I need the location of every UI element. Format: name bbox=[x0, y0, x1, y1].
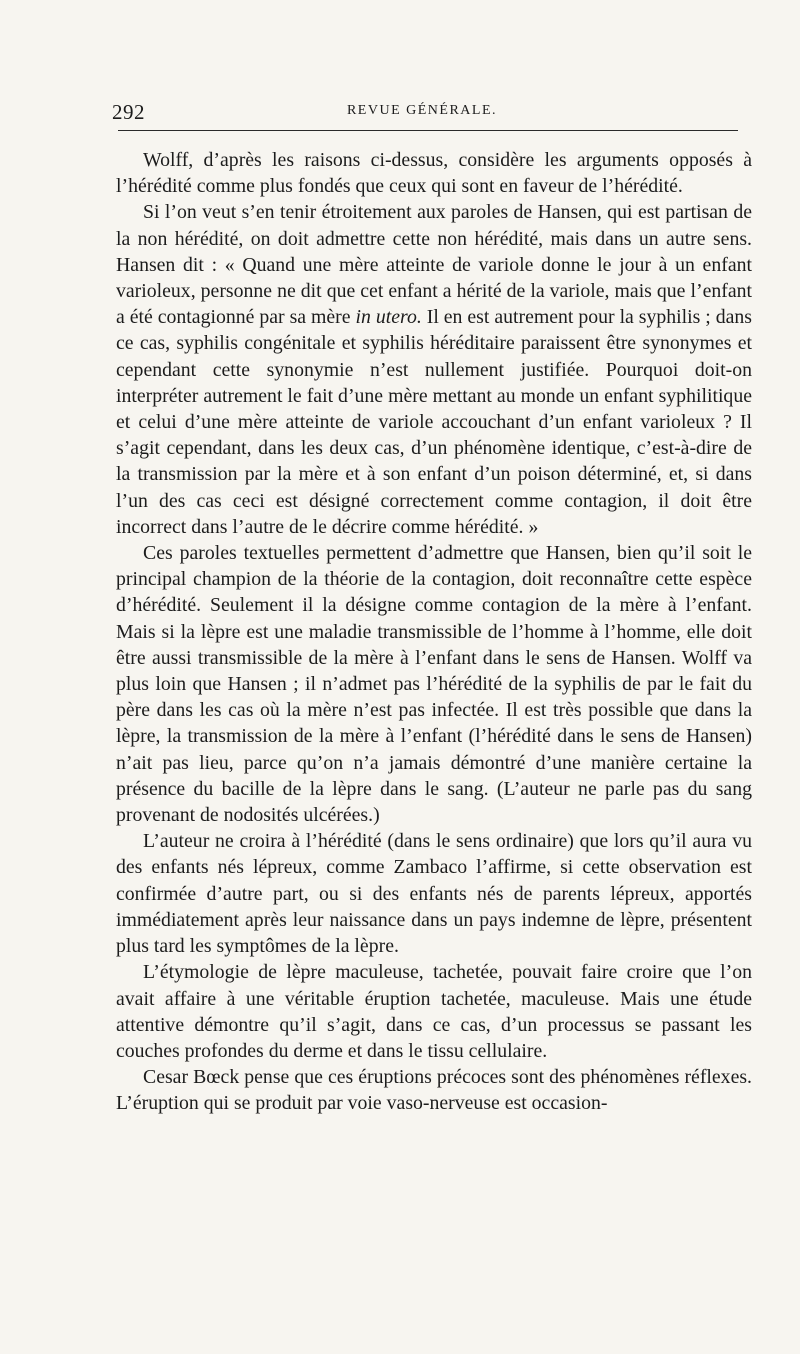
paragraph-3: Ces paroles textuelles permettent d’admettre que Hansen, bien qu’il soit le principal champion de la théorie de la contagion, doit reconnaître cette espèce d’hérédité. Seulement il la désigne comme contagion de la mère à l’enfant. Mais si la lèpre est une maladie transmissible de l’homme à l’homme, elle doit être aussi transmissible de la mère à l’enfant dans le sens de Hansen. Wolff va plus loin que Hansen ; il n’admet pas l’hérédité de la syphilis de par le fait du père dans les cas où la mère n’est pas infectée. Il est très possible que dans la lèpre, la transmission de la mère à l’enfant (l’hérédité dans le sens de Hansen) n’ait pas lieu, parce qu’on n’a jamais démontré d’une manière certaine la présence du bacille de la lèpre dans le sang. (L’auteur ne parle pas du sang provenant de nodosités ulcérées.) bbox=[116, 542, 752, 827]
latin-phrase: in utero. bbox=[355, 306, 422, 329]
paragraph-2-start: Si l’on veut s’en tenir étroitement aux paroles de Hansen, qui est partisan de la non hérédité, on doit admettre cette non hérédité, mais dans un autre sens. Hansen dit : « Quand une mère atteinte de variole donne le jour à un enfant varioleux, personne ne dit que cet enfant a hérité de la variole, mais que l’enfant a été contagionné par sa mère bbox=[116, 201, 752, 329]
page-header bbox=[112, 98, 732, 126]
running-title: REVUE GÉNÉRALE. bbox=[346, 103, 498, 118]
paragraph-6: Cesar Bœck pense que ces éruptions précoces sont des phénomènes réflexes. L’éruption qui se produit par voie vaso-nerveuse est occasion- bbox=[116, 1066, 752, 1115]
header-rule bbox=[118, 130, 738, 131]
paragraph-1: Wolff, d’après les raisons ci-dessus, considère les arguments opposés à l’hérédité comme plus fondés que ceux qui sont en faveur de l’hérédité. bbox=[116, 149, 752, 198]
paragraph-2 bbox=[116, 199, 752, 540]
paragraph-5: L’étymologie de lèpre maculeuse, tachetée, pouvait faire croire que l’on avait affaire à une véritable éruption tachetée, maculeuse. Mais une étude attentive démontre qu’il s’agit, dans ce cas, d’un processus se passant les couches profondes du derme et dans le tissu cellulaire. bbox=[116, 961, 752, 1062]
paragraph-4: L’auteur ne croira à l’hérédité (dans le sens ordinaire) que lors qu’il aura vu des enfants nés lépreux, comme Zambaco l’affirme, si cette observation est confirmée d’autre part, ou si des enfants nés de parents lépreux, apportés immédiatement après leur naissance dans un pays indemne de lèpre, présentent plus tard les symptômes de la lèpre. bbox=[116, 830, 752, 958]
page-number: 292 bbox=[112, 100, 145, 124]
paragraph-2-end: Il en est autrement pour la syphilis ; dans ce cas, syphilis congénitale et syphilis héréditaire paraissent être synonymes et cependant cette synonymie n’est nullement justifiée. Pourquoi doit-on interpréter autrement le fait d’une mère mettant au monde un enfant syphilitique et celui d’une mère atteinte de variole accouchant d’un enfant varioleux ? Il s’agit cependant, dans les deux cas, d’un phénomène identique, c’est-à-dire de la transmission par la mère et à son enfant d’un poison déterminé, et, si dans l’un des cas ceci est désigné correctement comme contagion, il doit être incorrect dans l’autre de le décrire comme hérédité. » bbox=[116, 306, 752, 538]
body-text bbox=[116, 147, 752, 1117]
